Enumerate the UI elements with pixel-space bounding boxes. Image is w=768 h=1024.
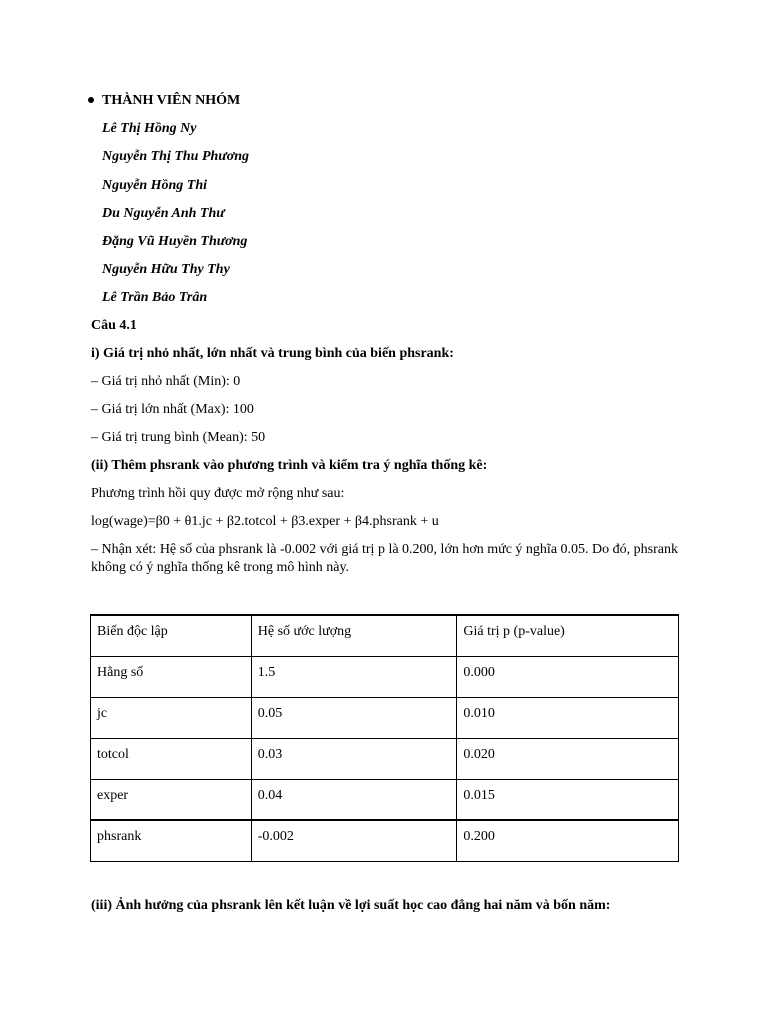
regression-equation: log(wage)=β0 + θ1.jc + β2.totcol + β3.exper + β4.phsrank + u (91, 514, 439, 529)
table-cell: 0.010 (457, 697, 679, 738)
table-cell: 0.000 (457, 656, 679, 697)
question-title: Câu 4.1 (91, 318, 137, 333)
table-cell: Hằng số (91, 656, 252, 697)
table-cell: totcol (91, 738, 252, 779)
min-value-line: – Giá trị nhỏ nhất (Min): 0 (91, 374, 241, 389)
max-value-line: – Giá trị lớn nhất (Max): 100 (91, 402, 254, 417)
table-header-row (91, 615, 679, 656)
member-name: Nguyễn Hữu Thy Thy (102, 262, 230, 277)
bullet-icon (88, 97, 94, 103)
member-name: Nguyễn Thị Thu Phương (102, 149, 249, 164)
table-cell: 0.03 (251, 738, 457, 779)
table-header-cell: Biến độc lập (91, 615, 252, 656)
table-cell: 0.015 (457, 779, 679, 820)
table-cell: -0.002 (251, 820, 457, 861)
table-cell: 0.05 (251, 697, 457, 738)
regression-results-table (90, 614, 679, 862)
table-row (91, 738, 679, 779)
table-cell: phsrank (91, 820, 252, 861)
table-cell: 0.04 (251, 779, 457, 820)
table-cell: exper (91, 779, 252, 820)
table-header-cell: Hệ số ước lượng (251, 615, 457, 656)
table-row (91, 779, 679, 820)
table-cell: 0.200 (457, 820, 679, 861)
part-ii-intro: Phương trình hồi quy được mở rộng như sau: (91, 486, 345, 501)
members-heading-row (88, 92, 240, 110)
member-name: Đặng Vũ Huyền Thương (102, 234, 248, 249)
member-name: Nguyễn Hồng Thi (102, 178, 208, 193)
part-ii-comment: – Nhận xét: Hệ số của phsrank là -0.002 với giá trị p là 0.200, lớn hơn mức ý nghĩa 0.05. Do đó, phsrank không có ý nghĩa thống kê trong mô hình này. (91, 542, 678, 575)
table-row (91, 656, 679, 697)
members-heading: THÀNH VIÊN NHÓM (102, 93, 241, 108)
mean-value-line: – Giá trị trung bình (Mean): 50 (91, 430, 266, 445)
table-cell: 1.5 (251, 656, 457, 697)
member-name: Lê Trần Bảo Trân (102, 290, 208, 305)
member-name: Du Nguyễn Anh Thư (102, 206, 225, 221)
table-row (91, 697, 679, 738)
table-row (91, 820, 679, 861)
member-name: Lê Thị Hồng Ny (102, 121, 197, 136)
part-iii-heading: (iii) Ảnh hưởng của phsrank lên kết luận về lợi suất học cao đẳng hai năm và bốn năm: (91, 898, 611, 913)
table-header-cell: Giá trị p (p-value) (457, 615, 679, 656)
part-ii-heading: (ii) Thêm phsrank vào phương trình và kiểm tra ý nghĩa thống kê: (91, 458, 488, 473)
table-cell: 0.020 (457, 738, 679, 779)
table-cell: jc (91, 697, 252, 738)
part-i-heading: i) Giá trị nhỏ nhất, lớn nhất và trung bình của biến phsrank: (91, 346, 454, 361)
